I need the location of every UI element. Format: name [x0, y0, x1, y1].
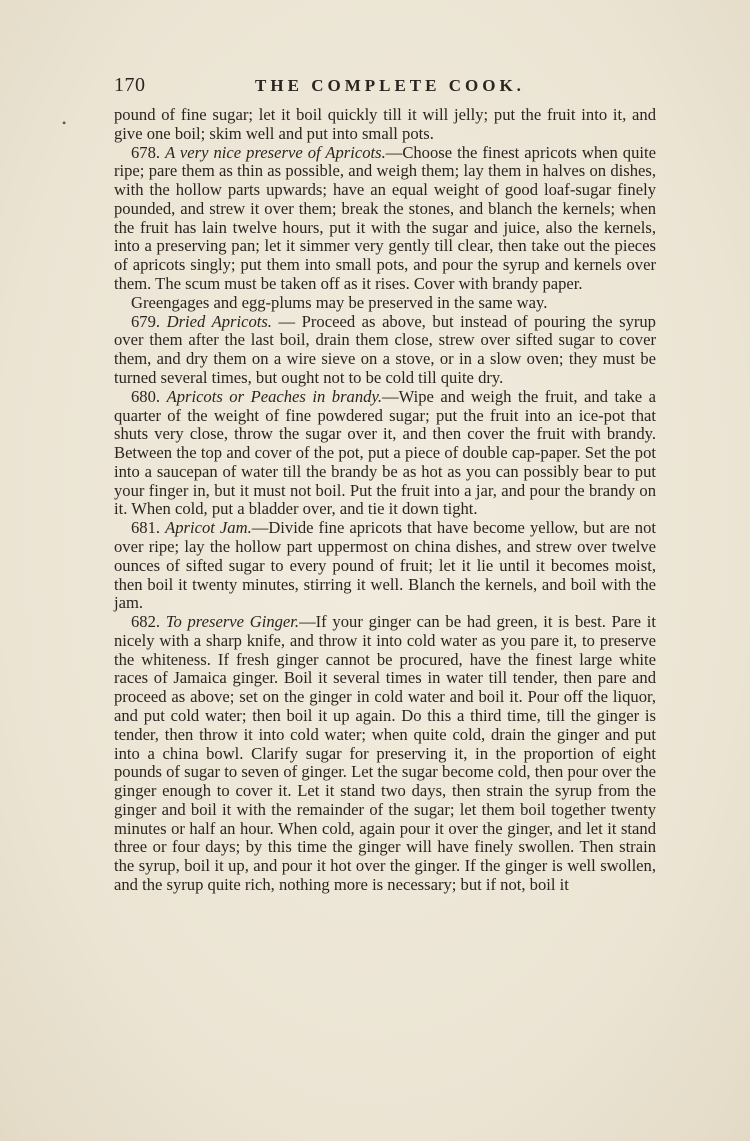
paragraph-text: pound of fine sugar; let it boil quickly till it will jelly; put the fruit into it, and give one boil; skim well and put into small pots. — [114, 105, 656, 143]
recipe-text: —Wipe and weigh the fruit, and take a quarter of the weight of fine powdered sugar; put the fruit into an ice-pot that shuts very close, throw the sugar over it, and then cover the fruit with brandy. Between the top and cover of the pot, put a piece of double cap-paper. Set the pot into a saucepan of water till the brandy be as hot as you can possibly bear to put your finger in, but it must not boil. Put the fruit into a jar, and pour the brandy on it. When cold, put a bladder over, and tie it down tight. — [114, 386, 656, 519]
recipe-682 — [114, 613, 656, 895]
paragraph-text: Greengages and egg-plums may be preserved in the same way. — [131, 292, 548, 312]
recipe-number: 678. — [131, 142, 161, 162]
running-title: THE COMPLETE COOK. — [255, 76, 525, 95]
recipe-number: 682. — [131, 612, 161, 632]
margin-dot: • — [62, 116, 67, 130]
recipe-title: A very nice preserve of Apricots. — [165, 142, 386, 162]
recipe-text: —Divide fine apricots that have become yellow, but are not over ripe; lay the hollow part uppermost on china dishes, and strew over twelve ounces of sifted sugar to every pound of fruit; let it lie until it becomes moist, then boil it twenty minutes, stirring it well. Blanch the kernels, and boil with the jam. — [114, 518, 656, 613]
recipe-number: 681. — [131, 518, 161, 538]
greengages-note — [114, 294, 656, 313]
recipe-title: Dried Apricots. — [166, 311, 272, 331]
page-number: 170 — [114, 74, 146, 96]
recipe-text: —Choose the finest apricots when quite ripe; pare them as thin as possible, and weigh them; lay them in halves on dishes, with the hollow parts upwards; have an equal weight of good loaf-sugar finely pounded, and strew it over them; break the stones, and blanch the kernels; when the fruit has lain twelve hours, put it with the sugar and juice, also the kernels, into a preserving pan; let it simmer very gently till clear, then take out the pieces of apricots singly; put them into small pots, and pour the syrup and kernels over them. The scum must be taken off as it rises. Cover with brandy paper. — [114, 142, 656, 294]
recipe-text: — Proceed as above, but instead of pouring the syrup over them after the last boil, drain them close, strew over sifted sugar to cover them, and dry them on a wire sieve on a stove, or in a slow oven; they must be turned several times, but ought not to be cold till quite dry. — [114, 311, 656, 387]
recipe-title: To preserve Ginger. — [165, 612, 300, 632]
paragraph-continuation — [114, 106, 656, 144]
recipe-title: Apricots or Peaches in brandy. — [166, 386, 383, 406]
recipe-title: Apricot Jam. — [165, 518, 252, 538]
recipe-681 — [114, 519, 656, 613]
recipe-text: —If your ginger can be had green, it is best. Pare it nicely with a sharp knife, and throw it into cold water as you pare it, to preserve the whiteness. If fresh ginger cannot be procured, have the finest large white races of Jamaica ginger. Boil it several times in water till tender, then pare and proceed as above; set on the ginger in cold water and boil it. Pour off the liquor, and put cold water; then boil it up again. Do this a third time, till the ginger is tender, then throw it into cold water; when quite cold, drain the ginger and put into a china bowl. Clarify sugar for preserving it, in the proportion of eight pounds of sugar to seven of ginger. Let the sugar become cold, then pour over the ginger enough to cover it. Let it stand two days, then strain the syrup from the ginger and boil it with the remainder of the sugar; let them boil together twenty minutes or half an hour. When cold, again pour it over the ginger, and let it stand three or four days; by this time the ginger will have finely swollen. Then strain the syrup, boil it up, and pour it hot over the ginger. If the ginger is well swollen, and the syrup quite rich, nothing more is necessary; but if not, boil it — [114, 612, 656, 895]
page-header — [114, 74, 656, 98]
recipe-679 — [114, 313, 656, 388]
recipe-number: 679. — [131, 311, 161, 331]
recipe-678 — [114, 144, 656, 294]
page-body — [114, 106, 656, 895]
recipe-number: 680. — [131, 386, 161, 406]
recipe-680 — [114, 388, 656, 519]
